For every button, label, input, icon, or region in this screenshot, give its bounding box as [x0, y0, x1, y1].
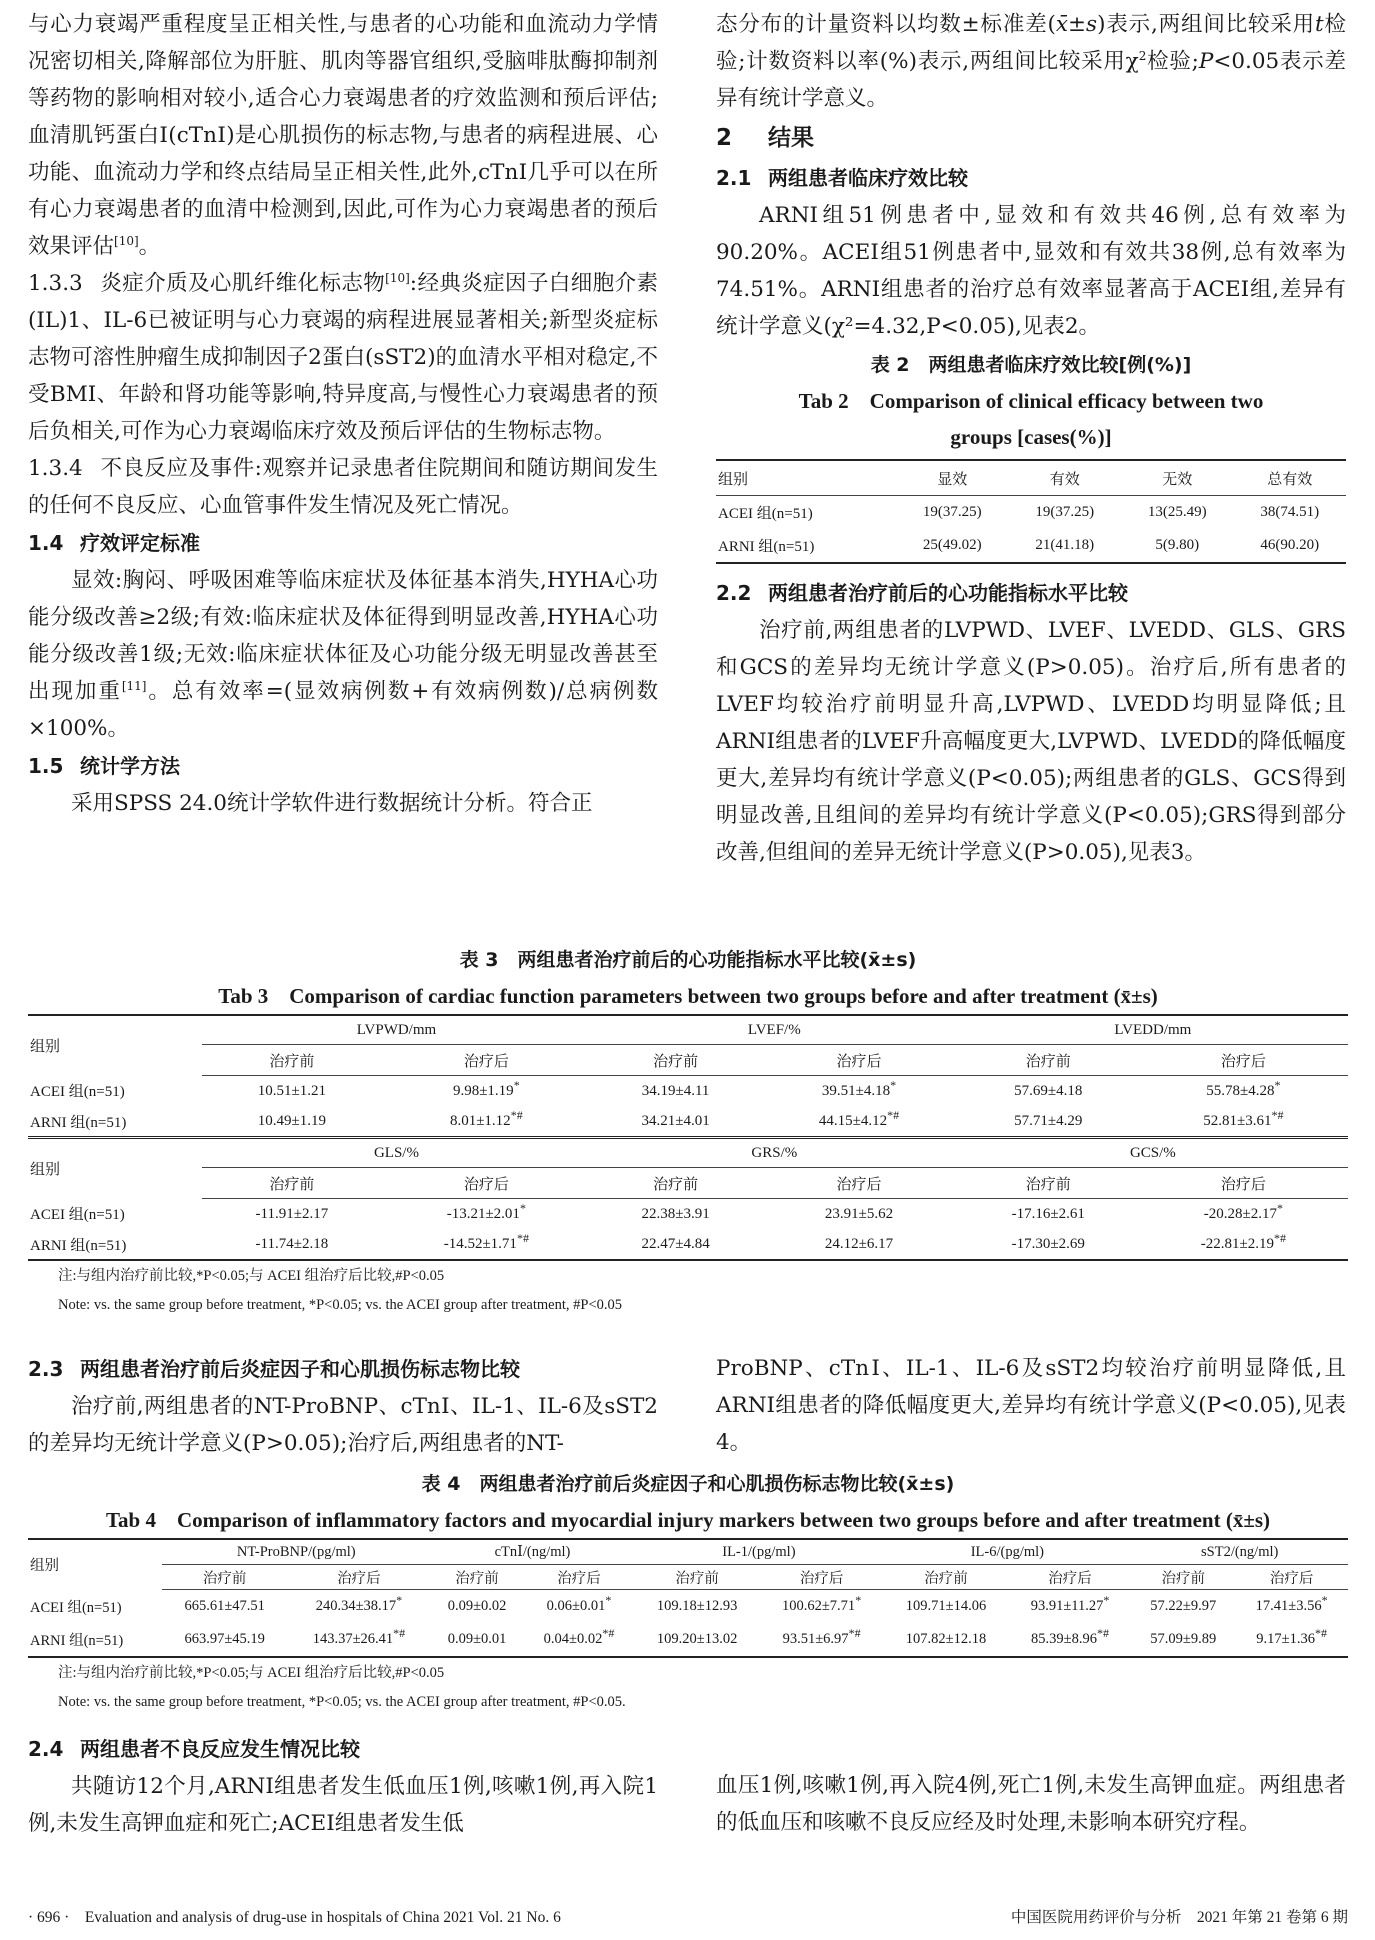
significance-mark: *#	[1097, 1626, 1110, 1641]
section-1-3-4	[28, 450, 658, 524]
paragraph-cardiac-function: 治疗前,两组患者的LVPWD、LVEF、LVEDD、GLS、GRS和GCS的差异均无统计学意义(P>0.05)。治疗后,所有患者的LVEF均较治疗前明显升高,LVPWD、LVEDD均明显降低;且ARNI组患者的LVEF升高幅度更大,LVPWD、LVEDD的降低幅度更大,差异均有统计学意义(P<0.05);两组患者的GLS、GCS得到明显改善,且组间的差异均有统计学意义(P<0.05);GRS得到部分改善,但组间的差异无统计学意义(P>0.05),见表3。	[716, 618, 1346, 865]
section-number: 2	[716, 125, 733, 151]
section-number: 1.4	[28, 531, 64, 555]
table-cell	[1139, 1229, 1348, 1260]
symbol: t	[1315, 12, 1324, 37]
superscript: 2	[1138, 48, 1147, 63]
cell-value: 57.09±9.89	[1150, 1631, 1217, 1647]
paragraph-clinical-efficacy: ARNI组51例患者中,显效和有效共46例,总有效率为90.20%。ACEI组51例患者中,显效和有效共38例,总有效率为74.51%。ARNI组患者的治疗总有效率显著高于ACEI组,差异有统计学意义(χ²=4.32,P<0.05),见表2。	[716, 203, 1346, 339]
table-cell	[591, 1076, 760, 1107]
cell-value: 109.18±12.93	[656, 1598, 738, 1614]
after-header: 治疗后	[760, 1168, 957, 1199]
before-header: 治疗前	[958, 1168, 1139, 1199]
before-header: 治疗前	[431, 1565, 524, 1590]
text: 显效:胸闷、呼吸困难等临床症状及体征基本消失,HYHA心功能分级改善≥2级;有效:临床症状及体征得到明显改善,HYHA心功能分级改善1级;无效:临床症状体征及心功能分级无明显改善甚至出现加重	[28, 568, 658, 704]
table-cell	[524, 1623, 635, 1657]
table-cell	[1139, 1106, 1348, 1138]
text: 检验;计数资料以率(%)表示,两组间比较采用χ	[716, 12, 1346, 74]
section-heading-2	[716, 117, 1346, 159]
section-heading-1-4	[28, 524, 658, 562]
table-cell	[760, 1106, 957, 1138]
cell-value: 0.04±0.02	[543, 1631, 603, 1647]
after-header: 治疗后	[760, 1045, 957, 1076]
section-number: 1.3.4	[28, 456, 83, 481]
cell-value: 85.39±8.96	[1031, 1631, 1098, 1647]
inflammatory-markers-table	[28, 1538, 1348, 1658]
cell-value: 17.41±3.56	[1255, 1598, 1322, 1614]
column-header: 总有效	[1233, 460, 1346, 496]
section-number: 2.4	[28, 1737, 64, 1761]
cell-value: -11.74±2.18	[255, 1235, 329, 1252]
text: 。	[138, 234, 161, 259]
group-label: ARNI 组(n=51)	[30, 1237, 127, 1254]
paragraph-adverse-reactions: 共随访12个月,ARNI组患者发生低血压1例,咳嗽1例,再入院1例,未发生高钾血症和死亡;ACEI组患者发生低	[28, 1774, 658, 1836]
section-title: 统计学方法	[80, 754, 180, 778]
significance-mark: *#	[602, 1626, 615, 1641]
cell-value: 44.15±4.12	[818, 1112, 888, 1129]
table-cell	[1235, 1590, 1348, 1624]
param-header: LVEDD/mm	[958, 1015, 1348, 1045]
text: 。总有效率=(显效病例数+有效病例数)/总病例数×100%。	[28, 679, 658, 741]
table-cell	[634, 1623, 759, 1657]
param-header-row	[28, 1138, 1348, 1168]
table-cell	[760, 1623, 884, 1657]
table-cell	[287, 1623, 430, 1657]
before-header: 治疗前	[958, 1045, 1139, 1076]
cell-value: 240.34±38.17	[315, 1598, 397, 1614]
param-header-row	[28, 1015, 1348, 1045]
table-cell	[958, 1106, 1139, 1138]
cell-value: 100.62±7.71	[781, 1598, 856, 1614]
group-label: ARNI 组(n=51)	[30, 1114, 127, 1131]
section-number: 2.3	[28, 1357, 64, 1381]
table-row	[28, 1199, 1348, 1230]
section-number: 1.5	[28, 754, 64, 778]
section-heading-2-4	[28, 1730, 658, 1768]
before-header: 治疗前	[883, 1565, 1008, 1590]
table-cell: 46(90.20)	[1260, 537, 1320, 553]
table-cell	[1009, 1623, 1132, 1657]
significance-mark: *	[1103, 1593, 1110, 1608]
citation-ref[interactable]: [10]	[385, 270, 410, 285]
left-column	[28, 6, 658, 822]
table-cell	[382, 1229, 591, 1260]
cell-value: 24.12±6.17	[824, 1235, 894, 1252]
cell-value: 55.78±4.28	[1206, 1082, 1275, 1099]
paragraph-inflammatory-cont: ProBNP、cTnⅠ、IL-1、IL-6及sST2均较治疗前明显降低,且ARNI组患者的降低幅度更大,差异均有统计学意义(P<0.05),见表4。	[716, 1356, 1346, 1455]
table-cell	[162, 1590, 287, 1624]
group-label: ACEI 组(n=51)	[30, 1207, 125, 1224]
cell-value: 34.21±4.01	[641, 1112, 710, 1129]
table-cell	[202, 1076, 382, 1107]
significance-mark: *#	[1271, 1107, 1284, 1122]
cell-value: 57.22±9.97	[1150, 1598, 1217, 1614]
before-header: 治疗前	[1131, 1565, 1235, 1590]
table-cell: ARNI 组(n=51)	[718, 539, 815, 555]
section-1-3-3	[28, 265, 658, 450]
after-header: 治疗后	[1139, 1045, 1348, 1076]
citation-ref[interactable]: [11]	[121, 678, 147, 693]
section-number: 2.1	[716, 166, 752, 190]
table-caption-en: Tab 3 Comparison of cardiac function parameters between two groups before and after treatment (x̄±s)	[218, 984, 1158, 1008]
section-2-3-right	[716, 1350, 1346, 1461]
footer-journal-cn: 中国医院用药评价与分析 2021 年第 21 卷第 6 期	[1010, 1909, 1348, 1926]
cell-value: 39.51±4.18	[821, 1082, 891, 1099]
significance-mark: *	[890, 1077, 897, 1092]
text: 与心力衰竭严重程度呈正相关性,与患者的心功能和血流动力学情况密切相关,降解部位为肝脏、肌肉等器官组织,受脑啡肽酶抑制剂等药物的影响相对较小,适合心力衰竭患者的疗效监测和预后评估;血清肌钙蛋白Ⅰ(cTnⅠ)是心肌损伤的标志物,与患者的病程进展、心功能、血流动力学和终点结局呈正相关性,此外,cTnⅠ几乎可以在所有心力衰竭患者的血清中检测到,因此,可作为心力衰竭患者的预后效果评估	[28, 12, 658, 259]
table-note-cn: 注:与组内治疗前比较,*P<0.05;与 ACEI 组治疗后比较,#P<0.05	[58, 1665, 445, 1681]
table-row	[28, 1590, 1348, 1624]
table-cell	[760, 1199, 957, 1230]
cell-value: 107.82±12.18	[905, 1631, 987, 1647]
table-cell	[382, 1199, 591, 1230]
text: 检验;	[1146, 49, 1199, 74]
significance-mark: *	[519, 1200, 526, 1215]
param-header: LVPWD/mm	[202, 1015, 591, 1045]
section-title: 疗效评定标准	[80, 531, 200, 555]
section-heading-2-2	[716, 574, 1346, 612]
significance-mark: *	[513, 1077, 520, 1092]
section-title: 结果	[768, 125, 814, 151]
table-3	[28, 942, 1348, 1318]
after-header: 治疗后	[524, 1565, 635, 1590]
param-header: cTnⅠ/(ng/ml)	[431, 1539, 635, 1565]
before-header: 治疗前	[162, 1565, 287, 1590]
after-header: 治疗后	[1235, 1565, 1348, 1590]
significance-mark: *	[1321, 1593, 1328, 1608]
cell-value: -22.81±2.19	[1200, 1235, 1274, 1252]
before-header: 治疗前	[202, 1168, 382, 1199]
citation-ref[interactable]: [10]	[114, 233, 139, 248]
cell-value: -20.28±2.17	[1203, 1205, 1277, 1222]
text: :经典炎症因子白细胞介素(IL)1、IL-6已被证明与心力衰竭的病程进展显著相关;新型炎症标志物可溶性肿瘤生成抑制因子2蛋白(sST2)的血清水平相对稳定,不受BMI、年龄和肾功能等影响,特异度高,与慢性心力衰竭患者的预后负相关,可作为心力衰竭临床疗效及预后评估的生物标志物。	[28, 271, 658, 444]
table-cell: 13(25.49)	[1147, 504, 1207, 520]
table-cell	[431, 1590, 524, 1624]
table-cell	[382, 1106, 591, 1138]
significance-mark: *	[855, 1593, 862, 1608]
param-header: GLS/%	[202, 1138, 591, 1168]
table-cell	[883, 1590, 1008, 1624]
cell-value: 663.97±45.19	[184, 1631, 265, 1647]
significance-mark: *#	[848, 1626, 861, 1641]
param-header-row	[28, 1539, 1348, 1565]
after-header: 治疗后	[760, 1565, 884, 1590]
table-cell	[202, 1106, 382, 1138]
table-cell	[883, 1623, 1008, 1657]
section-number: 2.2	[716, 581, 752, 605]
cell-value: 109.71±14.06	[905, 1598, 987, 1614]
text: 不良反应及事件:观察并记录患者住院期间和随访期间发生的任何不良反应、心血管事件发生情况及死亡情况。	[28, 456, 658, 518]
column-header: 组别	[716, 460, 896, 496]
cell-value: 22.47±4.84	[641, 1235, 710, 1252]
table-cell	[591, 1199, 760, 1230]
symbol: x̄±s	[1055, 12, 1098, 37]
table-cell	[591, 1229, 760, 1260]
efficacy-table	[716, 459, 1346, 564]
table-caption-cn: 表 4 两组患者治疗前后炎症因子和心肌损伤标志物比较(x̄±s)	[421, 1473, 955, 1495]
paragraph-statistics: 采用SPSS 24.0统计学软件进行数据统计分析。符合正	[71, 791, 593, 816]
table-note-en: Note: vs. the same group before treatment, *P<0.05; vs. the ACEI group after treatment, #P<0.05.	[58, 1694, 626, 1710]
cell-value: 9.17±1.36	[1256, 1631, 1315, 1647]
after-header: 治疗后	[382, 1045, 591, 1076]
cardiac-function-table	[28, 1014, 1348, 1261]
table-row	[716, 529, 1346, 563]
significance-mark: *	[396, 1593, 403, 1608]
table-cell	[1009, 1590, 1132, 1624]
table-cell	[634, 1590, 759, 1624]
significance-mark: *#	[1274, 1230, 1286, 1245]
paragraph-adverse-reactions-cont: 血压1例,咳嗽1例,再入院4例,死亡1例,未发生高钾血症。两组患者的低血压和咳嗽不良反应经及时处理,未影响本研究疗程。	[716, 1773, 1346, 1835]
section-title: 炎症介质及心肌纤维化标志物	[100, 271, 386, 296]
cell-value: 8.01±1.12	[449, 1112, 511, 1129]
table-row	[716, 496, 1346, 530]
table-cell: 21(41.18)	[1035, 537, 1095, 553]
footer-journal-en: · 696 · Evaluation and analysis of drug-use in hospitals of China 2021 Vol. 21 No. 6	[28, 1909, 561, 1926]
paragraph-statistics-cont	[716, 6, 1346, 117]
param-header: NT-ProBNP/(pg/ml)	[162, 1539, 431, 1565]
significance-mark: *#	[887, 1107, 900, 1122]
table-cell: 25(49.02)	[922, 537, 982, 553]
table-cell: 19(37.25)	[1035, 504, 1095, 520]
cell-value: 23.91±5.62	[824, 1205, 894, 1222]
param-header: GRS/%	[591, 1138, 958, 1168]
table-cell	[1139, 1076, 1348, 1107]
section-title: 两组患者治疗前后炎症因子和心肌损伤标志物比较	[80, 1357, 520, 1381]
table-cell	[287, 1590, 430, 1624]
text: <0.05表示差异有统计学意义。	[716, 49, 1346, 111]
param-header: sST2/(ng/ml)	[1131, 1539, 1348, 1565]
subheader-row	[28, 1045, 1348, 1076]
table-cell	[162, 1623, 287, 1657]
table-caption-en-cont: groups [cases(%)]	[950, 425, 1112, 449]
paragraph-inflammatory: 治疗前,两组患者的NT-ProBNP、cTnⅠ、IL-1、IL-6及sST2的差异均无统计学意义(P>0.05);治疗后,两组患者的NT-	[28, 1394, 658, 1456]
table-row	[28, 1229, 1348, 1260]
section-heading-1-5	[28, 747, 658, 785]
paragraph-efficacy-criteria	[28, 562, 658, 747]
table-cell	[958, 1199, 1139, 1230]
cell-value: 34.19±4.11	[641, 1082, 710, 1099]
before-header: 治疗前	[202, 1045, 382, 1076]
after-header: 治疗后	[382, 1168, 591, 1199]
cell-value: 10.49±1.19	[257, 1112, 326, 1129]
significance-mark: *#	[1314, 1626, 1327, 1641]
table-cell	[202, 1229, 382, 1260]
group-header: 组别	[28, 1138, 202, 1199]
table-row	[28, 1623, 1348, 1657]
table-row	[28, 1076, 1348, 1107]
text: 态分布的计量资料以均数±标准差(	[716, 12, 1056, 37]
section-heading-2-3	[28, 1350, 658, 1388]
table-note-en: Note: vs. the same group before treatment, *P<0.05; vs. the ACEI group after treatment, #P<0.05	[58, 1297, 623, 1313]
text: )表示,两组间比较采用	[1097, 12, 1316, 37]
table-cell: 38(74.51)	[1260, 504, 1320, 520]
table-cell	[1139, 1199, 1348, 1230]
cell-value: 10.51±1.21	[257, 1082, 326, 1099]
table-cell	[202, 1199, 382, 1230]
subheader-row	[28, 1168, 1348, 1199]
cell-value: 22.38±3.91	[641, 1205, 710, 1222]
significance-mark: *	[1274, 1077, 1281, 1092]
cell-value: -17.30±2.69	[1011, 1235, 1085, 1252]
table-cell	[1235, 1623, 1348, 1657]
cell-value: 665.61±47.51	[184, 1598, 265, 1614]
cell-value: 9.98±1.19	[452, 1082, 514, 1099]
group-label: ARNI 组(n=51)	[30, 1633, 124, 1649]
cell-value: 57.69±4.18	[1014, 1082, 1083, 1099]
table-cell: 19(37.25)	[922, 504, 982, 520]
column-header: 显效	[896, 460, 1009, 496]
cell-value: 0.09±0.01	[447, 1631, 507, 1647]
paragraph-biomarkers	[28, 6, 658, 265]
cell-value: 109.20±13.02	[656, 1631, 738, 1647]
column-header: 无效	[1121, 460, 1234, 496]
section-title: 两组患者治疗前后的心功能指标水平比较	[768, 581, 1128, 605]
table-caption-en: Tab 4 Comparison of inflammatory factors and myocardial injury markers between two groups before and after treatment (x̄±s)	[105, 1508, 1271, 1532]
table-cell: 5(9.80)	[1155, 537, 1200, 553]
after-header: 治疗后	[1139, 1168, 1348, 1199]
group-header: 组别	[30, 1039, 61, 1056]
cell-value: 57.71±4.29	[1014, 1112, 1083, 1129]
table-caption-en: Tab 2 Comparison of clinical efficacy between two	[798, 389, 1264, 413]
group-header: 组别	[30, 1558, 59, 1575]
cell-value: -17.16±2.61	[1011, 1205, 1085, 1222]
table-note-cn: 注:与组内治疗前比较,*P<0.05;与 ACEI 组治疗后比较,#P<0.05	[58, 1268, 445, 1284]
table-cell	[524, 1590, 635, 1624]
section-title: 两组患者不良反应发生情况比较	[80, 1737, 360, 1761]
table-cell	[760, 1229, 957, 1260]
table-cell: ACEI 组(n=51)	[718, 506, 813, 522]
cell-value: -14.52±1.71	[443, 1235, 517, 1252]
table-cell	[1131, 1623, 1235, 1657]
before-header: 治疗前	[634, 1565, 759, 1590]
table-cell	[760, 1076, 957, 1107]
group-label: ACEI 组(n=51)	[30, 1599, 122, 1616]
table-caption-cn: 表 2 两组患者临床疗效比较[例(%)]	[870, 354, 1192, 376]
section-heading-2-1	[716, 159, 1346, 197]
table-cell	[958, 1076, 1139, 1107]
significance-mark: *#	[516, 1230, 529, 1245]
symbol: P	[1198, 49, 1214, 74]
param-header: GCS/%	[958, 1138, 1348, 1168]
section-number: 1.3.3	[28, 271, 83, 296]
right-column	[716, 6, 1346, 871]
table-cell	[382, 1076, 591, 1107]
before-header: 治疗前	[591, 1168, 760, 1199]
column-header: 有效	[1008, 460, 1121, 496]
table-caption-cn: 表 3 两组患者治疗前后的心功能指标水平比较(x̄±s)	[459, 949, 917, 971]
significance-mark: *#	[393, 1626, 406, 1641]
table-cell	[591, 1106, 760, 1138]
section-2-4-left	[28, 1730, 658, 1842]
table-cell	[760, 1590, 884, 1624]
section-2-4-right	[716, 1767, 1346, 1841]
cell-value: 52.81±3.61	[1203, 1112, 1272, 1129]
significance-mark: *#	[510, 1107, 523, 1122]
cell-value: 0.09±0.02	[447, 1598, 507, 1614]
before-header: 治疗前	[591, 1045, 760, 1076]
cell-value: -11.91±2.17	[255, 1205, 329, 1222]
table-4	[28, 1466, 1348, 1715]
group-label: ACEI 组(n=51)	[30, 1084, 125, 1101]
cell-value: -13.21±2.01	[446, 1205, 520, 1222]
section-title: 两组患者临床疗效比较	[768, 166, 968, 190]
table-2	[716, 347, 1346, 564]
significance-mark: *	[1277, 1200, 1283, 1215]
table-cell	[431, 1623, 524, 1657]
after-header: 治疗后	[1009, 1565, 1132, 1590]
after-header: 治疗后	[287, 1565, 430, 1590]
subheader-row	[28, 1565, 1348, 1590]
table-row	[28, 1106, 1348, 1138]
cell-value: 93.91±11.27	[1030, 1598, 1104, 1614]
section-2-3-left	[28, 1350, 658, 1462]
table-cell	[958, 1229, 1139, 1260]
param-header: IL-1/(pg/ml)	[634, 1539, 883, 1565]
cell-value: 93.51±6.97	[782, 1631, 849, 1647]
significance-mark: *	[605, 1593, 612, 1608]
cell-value: 143.37±26.41	[312, 1631, 394, 1647]
param-header: IL-6/(pg/ml)	[883, 1539, 1131, 1565]
cell-value: 0.06±0.01	[546, 1598, 606, 1614]
param-header: LVEF/%	[591, 1015, 958, 1045]
table-cell	[1131, 1590, 1235, 1624]
